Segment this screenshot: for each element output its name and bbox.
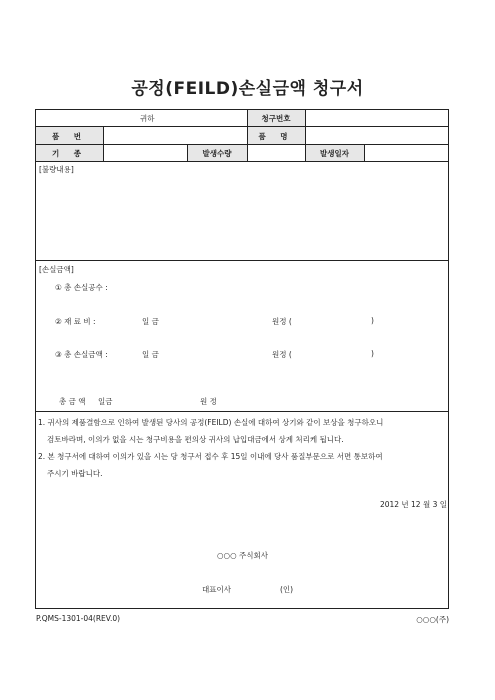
ceo-label: 대표이사	[202, 585, 231, 594]
loss-line-3-prefix: 일 금	[142, 350, 159, 359]
loss-line-2-prefix: 일 금	[142, 317, 159, 326]
part-no-label: 품 번	[51, 132, 88, 141]
seal-mark: (인)	[280, 585, 294, 594]
claim-no-label: 청구번호	[261, 114, 291, 123]
note-1-line-1: 1. 귀사의 제품결함으로 인하여 발생된 당사의 공정(FEILD) 손실에 대하여 상기와 같이 보상을 청구하오니	[38, 418, 384, 427]
loss-line-3: ③ 총 손실금액 :	[55, 350, 108, 359]
notes-block	[38, 414, 446, 482]
doc-code: P.QMS-1301-04(REV.0)	[36, 614, 121, 623]
form-title: 공정(FEILD)손실금액 청구서	[131, 79, 364, 99]
loss-heading: [손실금액]	[39, 265, 74, 274]
total-prefix: 일금	[98, 397, 113, 406]
loss-line-2-close: )	[371, 316, 374, 325]
part-name-label: 품 명	[258, 132, 294, 141]
qty-label: 발생수량	[202, 149, 232, 158]
loss-line-3-won: 원정 (	[272, 350, 292, 359]
loss-line-2: ② 재 료 비 :	[55, 317, 96, 326]
loss-line-2-won: 원정 (	[272, 317, 292, 326]
row-divider	[35, 126, 449, 127]
row-divider	[35, 144, 449, 145]
model-label: 기 종	[51, 149, 88, 158]
col-divider	[364, 144, 365, 161]
section-divider	[35, 411, 449, 412]
recipient-suffix: 귀하	[140, 114, 155, 123]
total-label: 총 금 액	[59, 397, 86, 406]
note-2-line-1: 2. 본 청구서에 대하여 이의가 있을 시는 당 청구서 접수 후 15일 이내에 당사 품질부문으로 서면 통보하여	[38, 452, 383, 461]
defect-heading: [불량내용]	[39, 165, 74, 174]
row-divider	[35, 161, 449, 162]
issuer-company: ○○○ 주식회사	[217, 551, 268, 560]
total-won: 원 정	[200, 397, 217, 406]
col-divider	[103, 126, 104, 161]
claim-date: 2012 년 12 월 3 일	[379, 500, 447, 509]
footer-company: ○○○(주)	[416, 615, 449, 624]
loss-line-3-close: )	[371, 349, 374, 358]
note-2-line-2: 주시기 바랍니다.	[47, 469, 103, 478]
loss-line-1: ① 총 손실공수 :	[55, 283, 108, 292]
note-1-line-2: 검토바라며, 이의가 없을 시는 청구비용을 편의상 귀사의 납입대금에서 상계 처리케 됩니다.	[47, 435, 344, 444]
col-divider	[247, 144, 248, 161]
section-divider	[35, 260, 449, 261]
date-label: 발생일자	[320, 149, 349, 158]
